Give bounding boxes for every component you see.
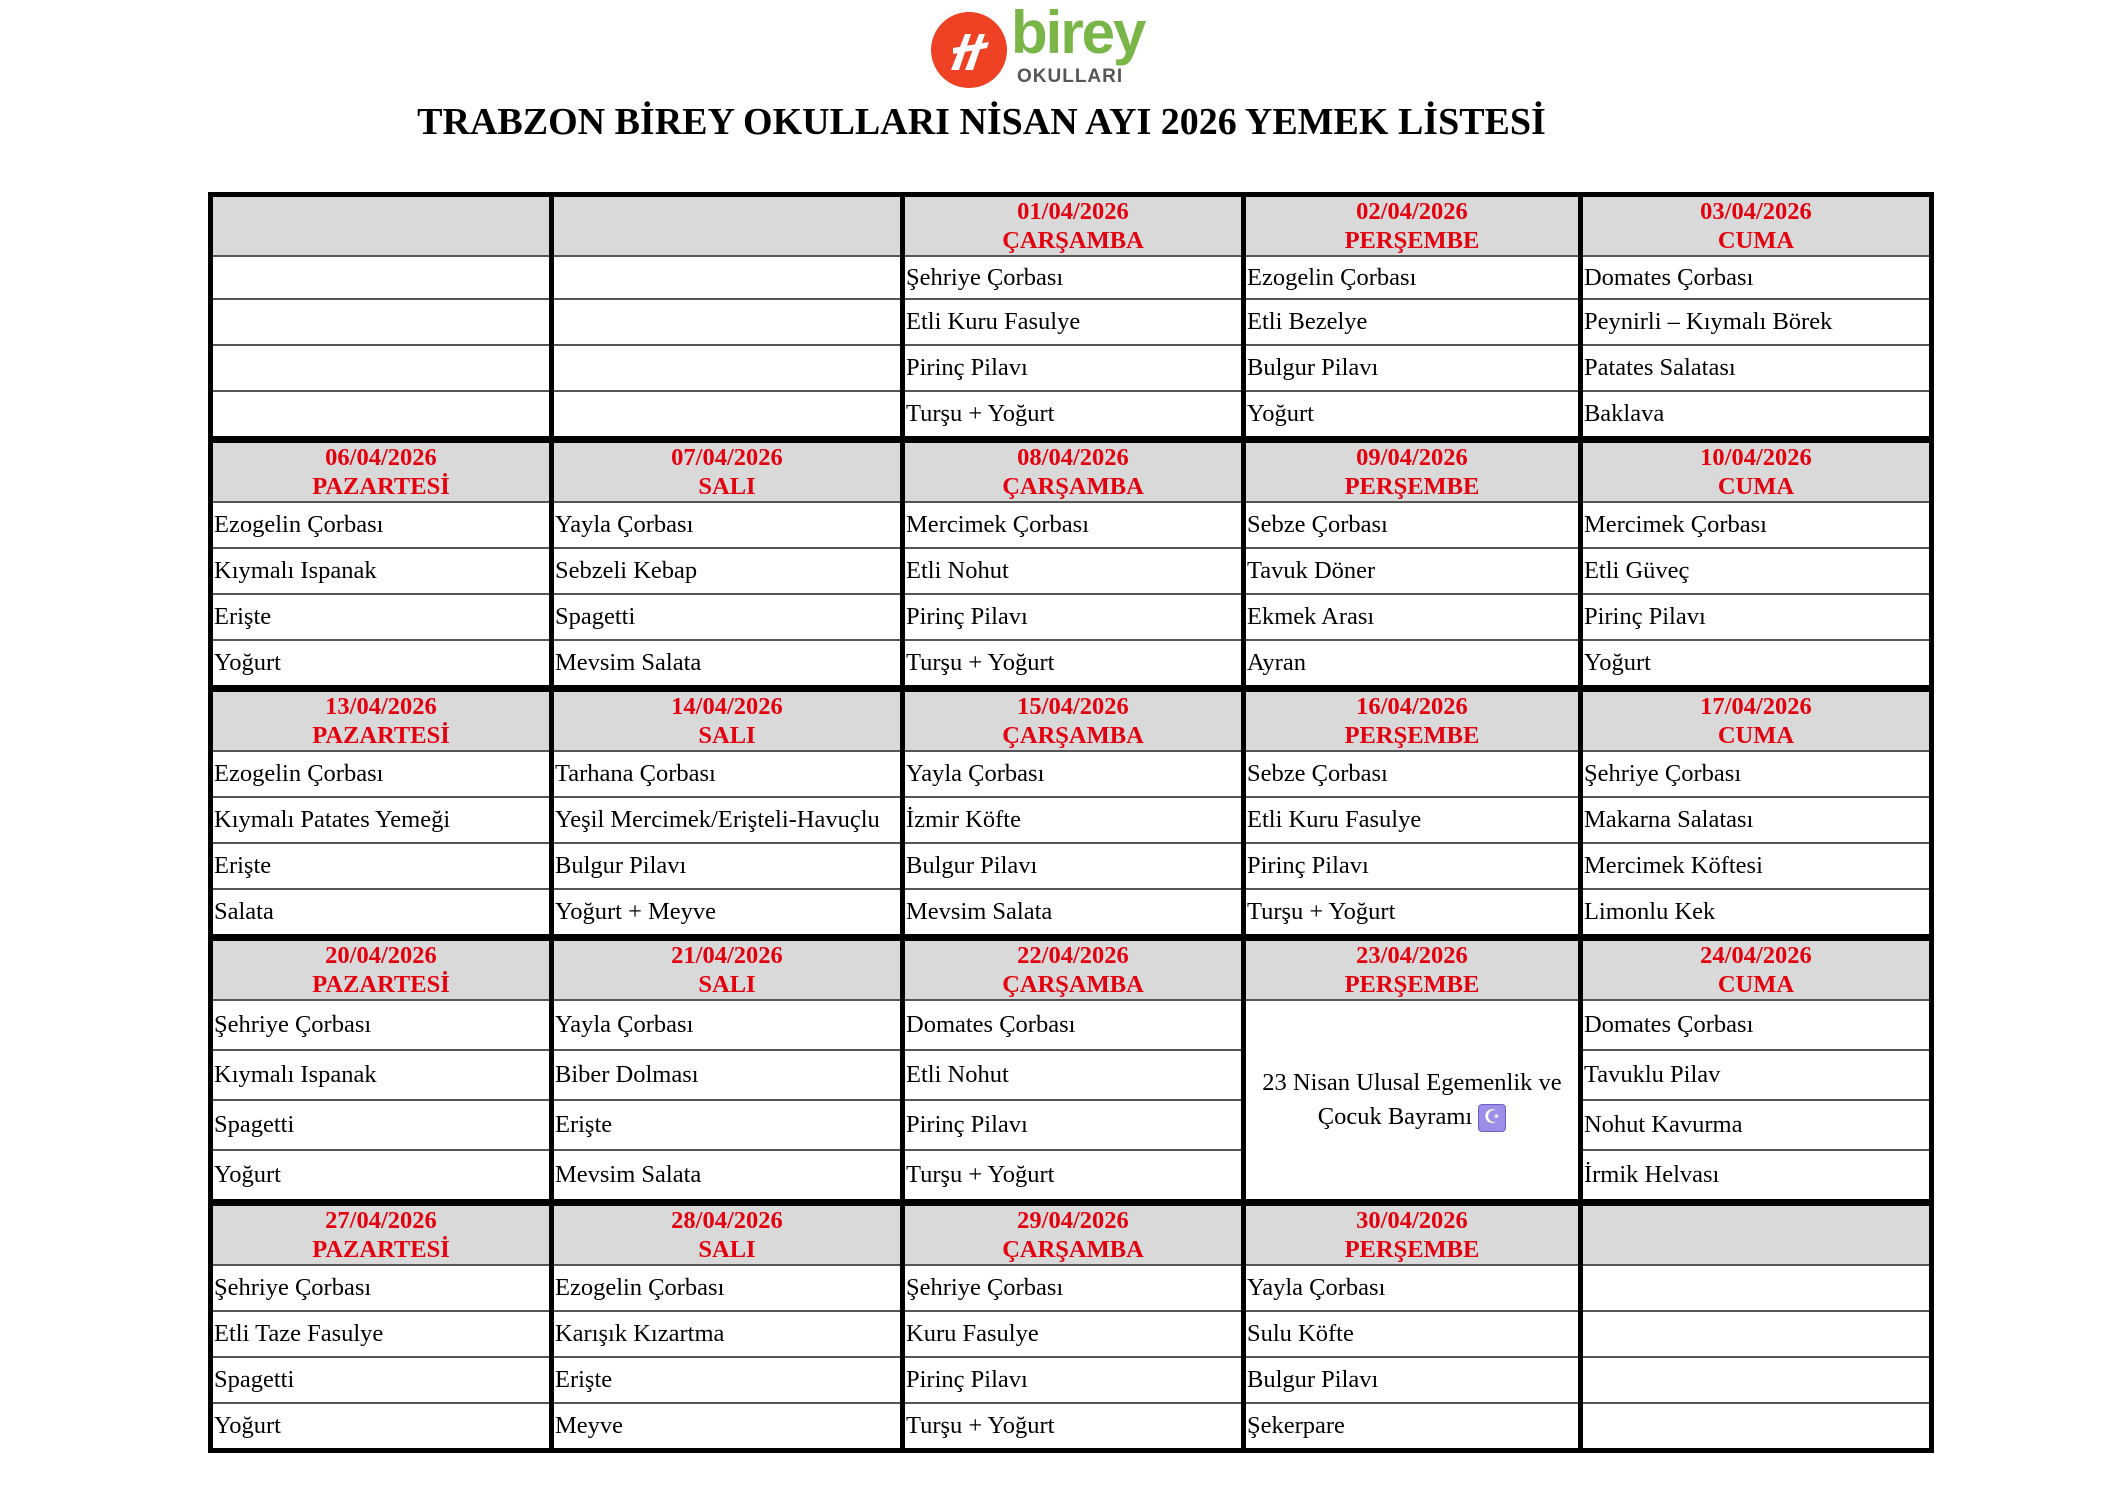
menu-row — [211, 1050, 1932, 1100]
menu-item: Bulgur Pilavı — [903, 843, 1244, 889]
menu-item: Pirinç Pilavı — [1580, 594, 1931, 640]
menu-item: Meyve — [551, 1403, 902, 1451]
day-date: 02/04/2026 — [1356, 198, 1468, 225]
menu-item: Tavuklu Pilav — [1580, 1050, 1931, 1100]
day-header-cell — [1243, 689, 1580, 752]
menu-row — [211, 391, 1932, 440]
menu-item: Ekmek Arası — [1243, 594, 1580, 640]
day-name: ÇARŞAMBA — [1002, 227, 1144, 254]
menu-item: Peynirli – Kıymalı Börek — [1580, 299, 1931, 345]
menu-item: Limonlu Kek — [1580, 889, 1931, 938]
menu-row — [211, 889, 1932, 938]
day-name: PERŞEMBE — [1344, 1236, 1480, 1263]
day-name: CUMA — [1717, 722, 1795, 749]
menu-item: Turşu + Yoğurt — [903, 1403, 1244, 1451]
logo-subtitle: OKULLARI — [1017, 66, 1124, 87]
logo-wordmark: birey — [1011, 0, 1145, 66]
star-crescent-icon — [1478, 1104, 1506, 1132]
menu-item: Pirinç Pilavı — [903, 1100, 1244, 1150]
day-date: 09/04/2026 — [1356, 444, 1468, 471]
menu-item: Etli Nohut — [903, 548, 1244, 594]
day-header-cell — [211, 938, 552, 1001]
menu-row — [211, 1403, 1932, 1451]
day-header-cell — [903, 938, 1244, 1001]
menu-row — [211, 843, 1932, 889]
day-name: ÇARŞAMBA — [1002, 473, 1144, 500]
menu-item — [1580, 1403, 1931, 1451]
menu-item: Etli Kuru Fasulye — [903, 299, 1244, 345]
menu-item: Turşu + Yoğurt — [1243, 889, 1580, 938]
menu-item: Pirinç Pilavı — [903, 1357, 1244, 1403]
menu-row — [211, 594, 1932, 640]
day-header-cell — [211, 689, 552, 752]
day-name: PERŞEMBE — [1344, 227, 1480, 254]
menu-item — [551, 391, 902, 440]
day-date: 10/04/2026 — [1700, 444, 1812, 471]
birey-logo — [931, 0, 1171, 92]
menu-item: Pirinç Pilavı — [903, 594, 1244, 640]
day-header-cell — [1243, 195, 1580, 257]
menu-item: Yoğurt — [1243, 391, 1580, 440]
menu-item: Erişte — [551, 1357, 902, 1403]
day-header-cell — [903, 1203, 1244, 1266]
menu-item: Bulgur Pilavı — [1243, 1357, 1580, 1403]
day-date: 30/04/2026 — [1356, 1207, 1468, 1234]
menu-item: Pirinç Pilavı — [1243, 843, 1580, 889]
day-date: 08/04/2026 — [1017, 444, 1129, 471]
menu-item: Turşu + Yoğurt — [903, 391, 1244, 440]
day-header-cell — [211, 440, 552, 503]
menu-item: Pirinç Pilavı — [903, 345, 1244, 391]
menu-item: Yayla Çorbası — [903, 751, 1244, 797]
menu-item: Etli Taze Fasulye — [211, 1311, 552, 1357]
menu-item: Erişte — [551, 1100, 902, 1150]
day-date: 22/04/2026 — [1017, 942, 1129, 969]
week-header-row — [211, 1203, 1932, 1266]
day-date: 29/04/2026 — [1017, 1207, 1129, 1234]
menu-item: Şehriye Çorbası — [903, 256, 1244, 299]
day-name: SALI — [698, 1236, 756, 1263]
menu-item — [1580, 1265, 1931, 1311]
menu-row — [211, 256, 1932, 299]
day-date: 27/04/2026 — [325, 1207, 437, 1234]
day-header-cell — [903, 440, 1244, 503]
menu-item: Ayran — [1243, 640, 1580, 689]
menu-row — [211, 1000, 1932, 1050]
day-date: 16/04/2026 — [1356, 693, 1468, 720]
menu-item: Makarna Salatası — [1580, 797, 1931, 843]
menu-item: Turşu + Yoğurt — [903, 640, 1244, 689]
day-date: 20/04/2026 — [325, 942, 437, 969]
menu-item: Domates Çorbası — [1580, 256, 1931, 299]
menu-item — [211, 256, 552, 299]
day-name: PERŞEMBE — [1344, 722, 1480, 749]
menu-item: Spagetti — [211, 1357, 552, 1403]
day-name: PAZARTESİ — [312, 971, 450, 998]
menu-item: Mercimek Çorbası — [903, 502, 1244, 548]
day-name: SALI — [698, 722, 756, 749]
day-date: 21/04/2026 — [671, 942, 783, 969]
holiday-text: 23 Nisan Ulusal Egemenlik ve Çocuk Bayramı — [1262, 1069, 1562, 1130]
menu-item: Patates Salatası — [1580, 345, 1931, 391]
menu-item — [551, 256, 902, 299]
day-name: PAZARTESİ — [312, 722, 450, 749]
day-date: 01/04/2026 — [1017, 198, 1129, 225]
day-name: ÇARŞAMBA — [1002, 1236, 1144, 1263]
day-header-cell — [551, 440, 902, 503]
menu-row — [211, 502, 1932, 548]
menu-item: Domates Çorbası — [1580, 1000, 1931, 1050]
day-date: 13/04/2026 — [325, 693, 437, 720]
menu-item: Biber Dolması — [551, 1050, 902, 1100]
menu-row — [211, 751, 1932, 797]
menu-item: Domates Çorbası — [903, 1000, 1244, 1050]
day-header-cell — [211, 1203, 552, 1266]
menu-item: Yayla Çorbası — [551, 502, 902, 548]
menu-item: Yayla Çorbası — [1243, 1265, 1580, 1311]
menu-item: Tarhana Çorbası — [551, 751, 902, 797]
menu-item: Kıymalı Ispanak — [211, 548, 552, 594]
menu-row — [211, 345, 1932, 391]
menu-item: Şekerpare — [1243, 1403, 1580, 1451]
day-header-cell — [1580, 938, 1931, 1001]
menu-row — [211, 797, 1932, 843]
menu-item: Spagetti — [551, 594, 902, 640]
menu-item — [551, 299, 902, 345]
menu-item: Mercimek Köftesi — [1580, 843, 1931, 889]
menu-item: Sulu Köfte — [1243, 1311, 1580, 1357]
day-header-cell — [1580, 689, 1931, 752]
day-name: PAZARTESİ — [312, 473, 450, 500]
menu-item: Spagetti — [211, 1100, 552, 1150]
week-header-row — [211, 689, 1932, 752]
menu-item: Nohut Kavurma — [1580, 1100, 1931, 1150]
menu-row — [211, 1311, 1932, 1357]
menu-row — [211, 1150, 1932, 1203]
day-name: CUMA — [1717, 227, 1795, 254]
menu-item: Mevsim Salata — [903, 889, 1244, 938]
menu-item: Yoğurt — [211, 1150, 552, 1203]
day-header-cell — [1243, 1203, 1580, 1266]
menu-item: Yoğurt — [211, 1403, 552, 1451]
day-header-cell — [1580, 1203, 1931, 1266]
menu-item: Sebzeli Kebap — [551, 548, 902, 594]
menu-item: Mevsim Salata — [551, 640, 902, 689]
menu-item: Şehriye Çorbası — [211, 1265, 552, 1311]
menu-item: Erişte — [211, 843, 552, 889]
menu-item: Yeşil Mercimek/Erişteli-Havuçlu — [551, 797, 902, 843]
day-date: 28/04/2026 — [671, 1207, 783, 1234]
day-name: CUMA — [1717, 473, 1795, 500]
menu-item — [1580, 1311, 1931, 1357]
day-date: 17/04/2026 — [1700, 693, 1812, 720]
day-date: 24/04/2026 — [1700, 942, 1812, 969]
menu-row — [211, 1357, 1932, 1403]
day-header-cell — [903, 689, 1244, 752]
menu-row — [211, 548, 1932, 594]
menu-item: İzmir Köfte — [903, 797, 1244, 843]
menu-item: Etli Bezelye — [1243, 299, 1580, 345]
menu-row — [211, 640, 1932, 689]
menu-item: Sebze Çorbası — [1243, 751, 1580, 797]
menu-item: Salata — [211, 889, 552, 938]
menu-row — [211, 1265, 1932, 1311]
day-name: SALI — [698, 971, 756, 998]
menu-item: Yoğurt — [211, 640, 552, 689]
holiday-cell — [1243, 1000, 1580, 1203]
menu-item — [551, 345, 902, 391]
menu-item: Şehriye Çorbası — [211, 1000, 552, 1050]
menu-item: Etli Güveç — [1580, 548, 1931, 594]
menu-item: Ezogelin Çorbası — [211, 502, 552, 548]
menu-item: Kıymalı Patates Yemeği — [211, 797, 552, 843]
menu-item: Etli Kuru Fasulye — [1243, 797, 1580, 843]
week-header-row — [211, 195, 1932, 257]
menu-item: Karışık Kızartma — [551, 1311, 902, 1357]
day-name: PERŞEMBE — [1344, 971, 1480, 998]
day-header-cell — [551, 1203, 902, 1266]
menu-item: Etli Nohut — [903, 1050, 1244, 1100]
menu-item: Şehriye Çorbası — [1580, 751, 1931, 797]
menu-item: Kuru Fasulye — [903, 1311, 1244, 1357]
menu-table — [208, 192, 1934, 1453]
day-name: SALI — [698, 473, 756, 500]
day-header-cell — [903, 195, 1244, 257]
day-header-cell — [211, 195, 552, 257]
day-header-cell — [551, 195, 902, 257]
menu-item: Bulgur Pilavı — [551, 843, 902, 889]
menu-item: Ezogelin Çorbası — [211, 751, 552, 797]
week-header-row — [211, 938, 1932, 1001]
menu-item: Tavuk Döner — [1243, 548, 1580, 594]
day-name: PERŞEMBE — [1344, 473, 1480, 500]
menu-item: Şehriye Çorbası — [903, 1265, 1244, 1311]
menu-item — [1580, 1357, 1931, 1403]
menu-item: Sebze Çorbası — [1243, 502, 1580, 548]
day-header-cell — [1580, 440, 1931, 503]
menu-item: Ezogelin Çorbası — [1243, 256, 1580, 299]
day-name: CUMA — [1717, 971, 1795, 998]
menu-item — [211, 299, 552, 345]
day-header-cell — [551, 938, 902, 1001]
menu-item: Kıymalı Ispanak — [211, 1050, 552, 1100]
page-title: TRABZON BİREY OKULLARI NİSAN AYI 2026 YEMEK LİSTESİ — [417, 101, 1546, 143]
menu-item — [211, 345, 552, 391]
menu-item: Ezogelin Çorbası — [551, 1265, 902, 1311]
day-header-cell — [1580, 195, 1931, 257]
menu-item: Mercimek Çorbası — [1580, 502, 1931, 548]
menu-row — [211, 299, 1932, 345]
menu-item: Erişte — [211, 594, 552, 640]
menu-item: Yoğurt — [1580, 640, 1931, 689]
menu-item: Yayla Çorbası — [551, 1000, 902, 1050]
day-header-cell — [551, 689, 902, 752]
day-date: 15/04/2026 — [1017, 693, 1129, 720]
menu-item: Baklava — [1580, 391, 1931, 440]
day-header-cell — [1243, 938, 1580, 1001]
menu-item: Bulgur Pilavı — [1243, 345, 1580, 391]
day-date: 06/04/2026 — [325, 444, 437, 471]
day-header-cell — [1243, 440, 1580, 503]
week-header-row — [211, 440, 1932, 503]
day-name: ÇARŞAMBA — [1002, 971, 1144, 998]
logo-mark-icon — [931, 12, 1007, 88]
menu-item: İrmik Helvası — [1580, 1150, 1931, 1203]
day-date: 23/04/2026 — [1356, 942, 1468, 969]
day-date: 03/04/2026 — [1700, 198, 1812, 225]
day-date: 14/04/2026 — [671, 693, 783, 720]
menu-row — [211, 1100, 1932, 1150]
day-date: 07/04/2026 — [671, 444, 783, 471]
menu-item — [211, 391, 552, 440]
menu-item: Yoğurt + Meyve — [551, 889, 902, 938]
day-name: PAZARTESİ — [312, 1236, 450, 1263]
day-name: ÇARŞAMBA — [1002, 722, 1144, 749]
menu-item: Mevsim Salata — [551, 1150, 902, 1203]
menu-item: Turşu + Yoğurt — [903, 1150, 1244, 1203]
